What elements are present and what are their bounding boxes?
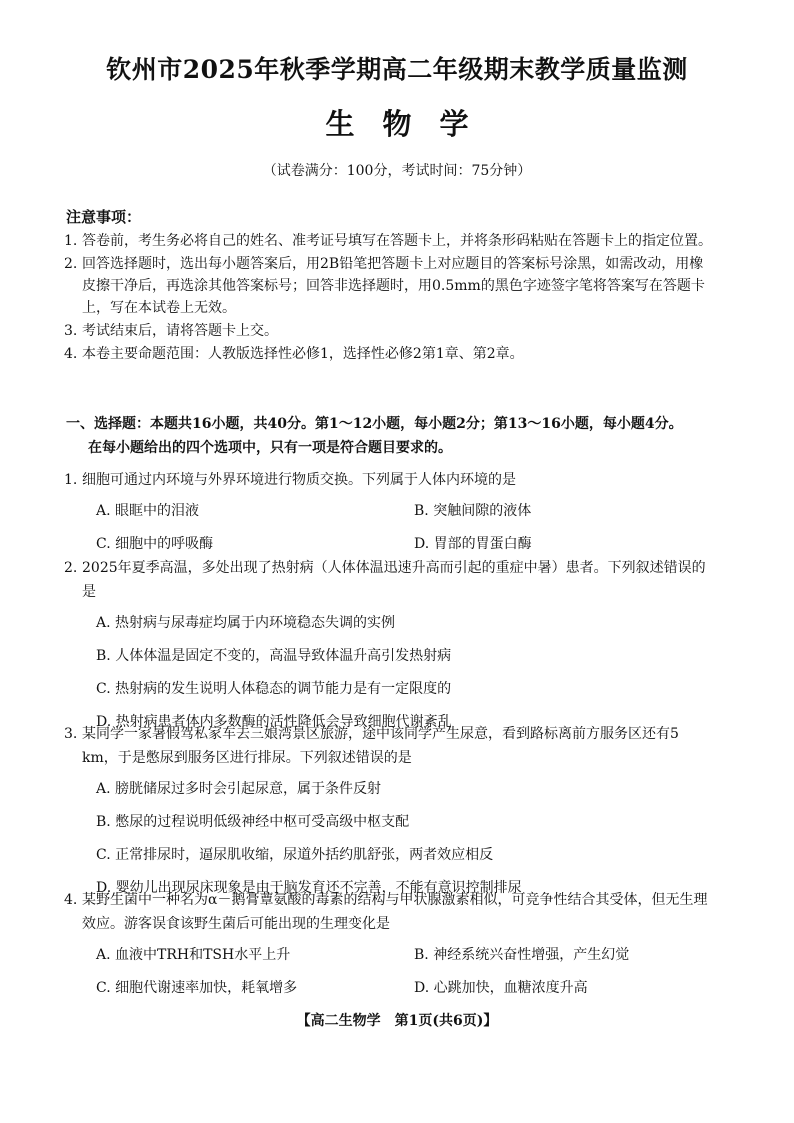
notice-item (66, 343, 716, 365)
exam-info: （试卷满分：100分，考试时间：75分钟） (262, 163, 532, 179)
notice-item-number: 3. (64, 323, 78, 339)
notice-item (66, 230, 716, 252)
question-stem (66, 722, 716, 770)
question-text: 某同学一家暑假驾私家车去三娘湾景区旅游，途中该同学产生尿意，看到路标离前方服务区还有5 km，于是憋尿到服务区进行排尿。下列叙述错误的是 (82, 726, 679, 766)
question-stem (66, 556, 716, 604)
option-c: C. 热射病的发生说明人体稳态的调节能力是有一定限度的 (96, 681, 452, 697)
question-stem (66, 468, 716, 492)
notice-item-text: 回答选择题时，选出每小题答案后，用2B铅笔把答题卡上对应题目的答案标号涂黑，如需改动，用橡皮擦干净后，再选涂其他答案标号；回答非选择题时，用0.5mm的黑色字迹签字笔将答案写在答题卡上，写在本试卷上无效。 (82, 256, 705, 316)
notice-item-number: 4. (64, 346, 78, 362)
options (66, 777, 716, 900)
options (66, 611, 716, 734)
option-d: D. 婴幼儿出现尿床现象是由于脑发育还不完善，不能有意识控制排尿 (96, 880, 522, 896)
option-c: C. 细胞中的呼吸酶 (96, 536, 214, 552)
section-choice-header (66, 412, 716, 460)
question-number: 3. (64, 726, 78, 742)
subject-title: 生物学 (325, 107, 497, 141)
notice-item-text: 考试结束后，请将答题卡上交。 (82, 323, 278, 339)
notice-item (66, 320, 716, 342)
option-b: B. 人体体温是固定不变的，高温导致体温升高引发热射病 (96, 648, 452, 664)
question-stem (66, 888, 716, 936)
option-d: D. 胃部的胃蛋白酶 (414, 536, 532, 552)
option-c: C. 细胞代谢速率加快，耗氧增多 (96, 980, 298, 996)
notice-item (66, 253, 716, 319)
option-c: C. 正常排尿时，逼尿肌收缩，尿道外括约肌舒张，两者效应相反 (96, 847, 494, 863)
notice-block (66, 206, 716, 366)
question-text: 细胞可通过内环境与外界环境进行物质交换。下列属于人体内环境的是 (82, 472, 516, 488)
question-4 (66, 888, 716, 1000)
option-b: B. 神经系统兴奋性增强，产生幻觉 (414, 947, 630, 963)
option-a: A. 热射病与尿毒症均属于内环境稳态失调的实例 (96, 615, 396, 631)
section-heading: 一、选择题：本题共16小题，共40分。第1～12小题，每小题2分；第13～16小题，每小题4分。 (66, 416, 683, 432)
option-d: D. 心跳加快，血糖浓度升高 (414, 980, 588, 996)
exam-title: 钦州市2025年秋季学期高二年级期末教学质量监测 (106, 55, 688, 84)
option-b: B. 憋尿的过程说明低级神经中枢可受高级中枢支配 (96, 814, 410, 830)
option-d: D. 热射病患者体内多数酶的活性降低会导致细胞代谢紊乱 (96, 714, 452, 730)
question-1 (66, 468, 716, 556)
question-3 (66, 722, 716, 909)
notice-item-number: 2. (64, 256, 78, 272)
notice-item-text: 本卷主要命题范围：人教版选择性必修1，选择性必修2第1章、第2章。 (82, 346, 524, 362)
options (66, 499, 716, 556)
question-2 (66, 556, 716, 743)
option-a: A. 血液中TRH和TSH水平上升 (96, 947, 291, 963)
options (66, 943, 716, 1000)
question-number: 1. (64, 472, 78, 488)
question-text: 某野生菌中一种名为α－鹅膏蕈氨酸的毒素的结构与甲状腺激素相似，可竞争性结合其受体，但无生理效应。游客误食该野生菌后可能出现的生理变化是 (82, 892, 708, 932)
section-instruction: 在每小题给出的四个选项中，只有一项是符合题目要求的。 (88, 440, 452, 456)
notice-item-text: 答卷前，考生务必将自己的姓名、准考证号填写在答题卡上，并将条形码粘贴在答题卡上的指定位置。 (82, 233, 712, 249)
question-number: 4. (64, 892, 78, 908)
notice-heading: 注意事项： (66, 208, 142, 226)
page-footer: 【高二生物学 第1页(共6页)】 (296, 1013, 498, 1029)
option-a: A. 眼眶中的泪液 (96, 503, 200, 519)
question-number: 2. (64, 560, 78, 576)
option-b: B. 突触间隙的液体 (414, 503, 532, 519)
notice-item-number: 1. (64, 233, 78, 249)
option-a: A. 膀胱储尿过多时会引起尿意，属于条件反射 (96, 781, 382, 797)
question-text: 2025年夏季高温，多处出现了热射病（人体体温迅速升高而引起的重症中暑）患者。下列叙述错误的是 (82, 560, 706, 600)
